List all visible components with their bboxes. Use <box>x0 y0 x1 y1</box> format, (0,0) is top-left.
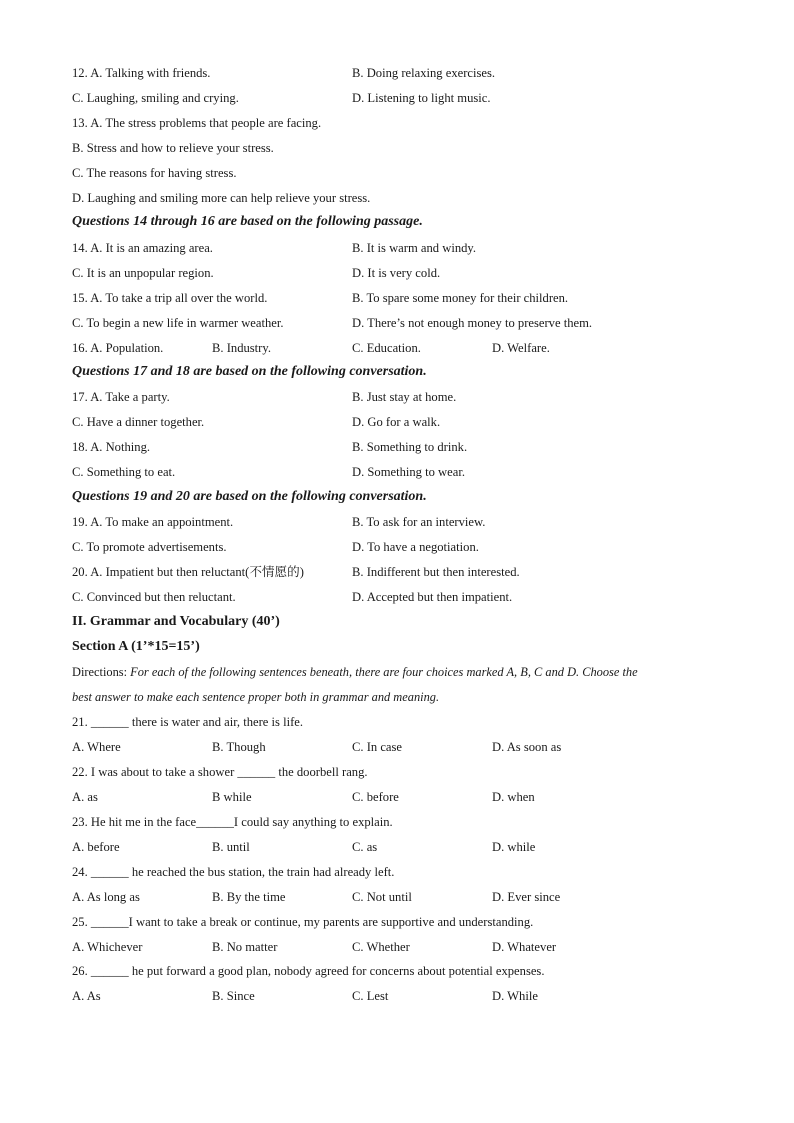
q16-option-b: B. Industry. <box>212 341 272 355</box>
q15-option-d: D. There’s not enough money to preserve them. <box>352 316 593 330</box>
q23-option-d: D. while <box>492 840 536 854</box>
q19-option-b: B. To ask for an interview. <box>352 515 486 529</box>
q25-option-c: C. Whether <box>352 940 410 954</box>
q19-option-a: 19. A. To make an appointment. <box>72 515 234 529</box>
q23-stem: 23. He hit me in the face______I could say anything to explain. <box>72 815 393 829</box>
q17-option-a: 17. A. Take a party. <box>72 390 170 404</box>
q25-option-a: A. Whichever <box>72 940 143 954</box>
q12-option-d: D. Listening to light music. <box>352 91 491 105</box>
q23-option-c: C. as <box>352 840 378 854</box>
q21-option-b: B. Though <box>212 740 266 754</box>
q17-option-c: C. Have a dinner together. <box>72 415 205 429</box>
q26-option-b: B. Since <box>212 989 255 1003</box>
conversation-header-19-20: Questions 19 and 20 are based on the following conversation. <box>72 489 427 504</box>
q13-option-c: C. The reasons for having stress. <box>72 166 237 180</box>
q13-option-a: 13. A. The stress problems that people are facing. <box>72 116 322 130</box>
passage-header-14-16: Questions 14 through 16 are based on the following passage. <box>72 214 423 229</box>
q22-option-b: B while <box>212 790 252 804</box>
q14-option-d: D. It is very cold. <box>352 266 441 280</box>
q12-option-a: 12. A. Talking with friends. <box>72 66 211 80</box>
directions-line-1 <box>72 664 734 680</box>
directions-label: Directions: <box>72 665 131 679</box>
q23-option-a: A. before <box>72 840 120 854</box>
directions-text-2: best answer to make each sentence proper both in grammar and meaning. <box>72 690 440 704</box>
q24-stem: 24. ______ he reached the bus station, the train had already left. <box>72 865 395 879</box>
q17-option-d: D. Go for a walk. <box>352 415 441 429</box>
q18-option-d: D. Something to wear. <box>352 465 465 479</box>
q25-option-b: B. No matter <box>212 940 278 954</box>
q16-option-c: C. Education. <box>352 341 421 355</box>
q21-option-d: D. As soon as <box>492 740 562 754</box>
q21-option-c: C. In case <box>352 740 403 754</box>
q20-option-b: B. Indifferent but then interested. <box>352 565 520 579</box>
q15-option-c: C. To begin a new life in warmer weather. <box>72 316 284 330</box>
q18-option-b: B. Something to drink. <box>352 440 468 454</box>
q22-option-a: A. as <box>72 790 98 804</box>
q12-option-c: C. Laughing, smiling and crying. <box>72 91 239 105</box>
section-a-title: Section A (1’*15=15’) <box>72 639 200 654</box>
q14-option-b: B. It is warm and windy. <box>352 241 477 255</box>
q20-option-a: 20. A. Impatient but then reluctant(不情愿的) <box>72 565 304 579</box>
directions-text-1: For each of the following sentences beneath, there are four choices marked A, B, C and D. Choose the <box>130 665 638 679</box>
q24-option-d: D. Ever since <box>492 890 561 904</box>
q26-stem: 26. ______ he put forward a good plan, nobody agreed for concerns about potential expenses. <box>72 964 545 978</box>
q24-option-b: B. By the time <box>212 890 286 904</box>
directions-line-2 <box>72 689 734 705</box>
q14-option-a: 14. A. It is an amazing area. <box>72 241 213 255</box>
q18-option-c: C. Something to eat. <box>72 465 176 479</box>
q23-option-b: B. until <box>212 840 250 854</box>
q26-option-d: D. While <box>492 989 538 1003</box>
q16-option-d: D. Welfare. <box>492 341 550 355</box>
q26-option-a: A. As <box>72 989 101 1003</box>
q21-stem: 21. ______ there is water and air, there is life. <box>72 715 304 729</box>
q13-option-d: D. Laughing and smiling more can help relieve your stress. <box>72 191 371 205</box>
section-2-title: II. Grammar and Vocabulary (40’) <box>72 614 280 629</box>
q15-option-a: 15. A. To take a trip all over the world. <box>72 291 268 305</box>
q25-stem: 25. ______I want to take a break or continue, my parents are supportive and understanding. <box>72 915 534 929</box>
conversation-header-17-18: Questions 17 and 18 are based on the following conversation. <box>72 364 427 379</box>
q13-option-b: B. Stress and how to relieve your stress. <box>72 141 274 155</box>
q12-option-b: B. Doing relaxing exercises. <box>352 66 496 80</box>
q22-option-d: D. when <box>492 790 535 804</box>
q22-stem: 22. I was about to take a shower ______ the doorbell rang. <box>72 765 368 779</box>
q20-option-c: C. Convinced but then reluctant. <box>72 590 236 604</box>
q26-option-c: C. Lest <box>352 989 389 1003</box>
q16-option-a: 16. A. Population. <box>72 341 164 355</box>
q15-option-b: B. To spare some money for their children. <box>352 291 569 305</box>
q22-option-c: C. before <box>352 790 399 804</box>
q17-option-b: B. Just stay at home. <box>352 390 457 404</box>
q24-option-c: C. Not until <box>352 890 412 904</box>
q24-option-a: A. As long as <box>72 890 140 904</box>
q14-option-c: C. It is an unpopular region. <box>72 266 214 280</box>
q25-option-d: D. Whatever <box>492 940 557 954</box>
q19-option-c: C. To promote advertisements. <box>72 540 227 554</box>
q20-option-d: D. Accepted but then impatient. <box>352 590 513 604</box>
q19-option-d: D. To have a negotiation. <box>352 540 479 554</box>
q18-option-a: 18. A. Nothing. <box>72 440 151 454</box>
q21-option-a: A. Where <box>72 740 121 754</box>
